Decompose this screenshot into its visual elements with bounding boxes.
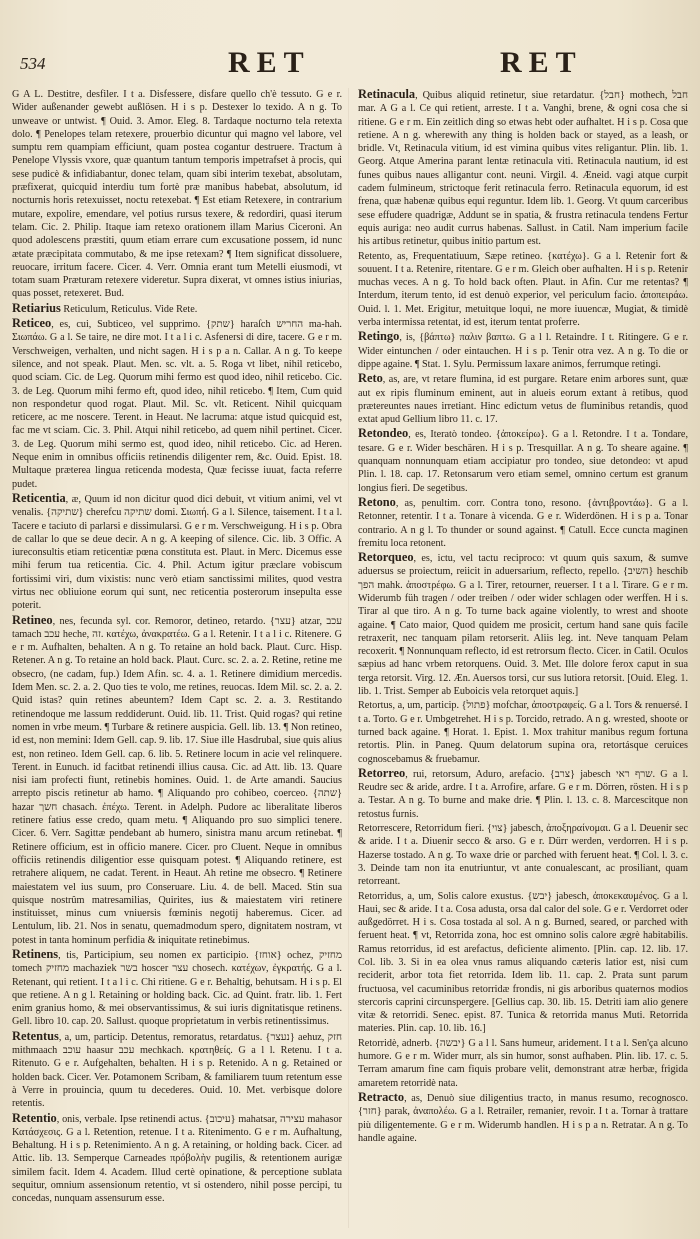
entry-text: , es, Iteratò tondeo. {ἀποκείρω}. G a l. Retondre. I t a. Tondare, tesare. G e r. Wider beschären. H i s p. Tresquillar. A n g. To sheare againe. ¶ quanquam nonnunquam etiam accipiatur pro tondeo, siue detondeo: vt apud Plin. l. 18. cap. 17. Retonsarum vero etiam semel, omnino certum est granum longius fieri. De segetibus. — [358, 429, 688, 494]
dictionary-entry — [12, 492, 342, 613]
dictionary-entry — [358, 1091, 688, 1145]
entry-text: , is, {βάπτω} παλιν βαπτω. G a l l. Retaindre. I t. Ritingere. G e r. Wider eintunchen / oder eintauchen. H i s p. Tenir otra vez. A n g. To die or dippe againe. ¶ Stat. 1. Sylu. Permissum laxare animos, ferrumque retingi. — [358, 332, 688, 370]
entry-headword: Reticentia — [12, 490, 66, 505]
dictionary-entry — [12, 88, 342, 301]
entry-text: , as, Denuò siue diligentius tracto, in manus resumo, recognosco. {חזר} parak, ἀναπολέω. G a l. Retrailer, remanier, revoir. I t a. Tornar à trattare più diligentemente. G e r m. Widerumb handlen. H i s p a n. Retratar. A n g. To handle againe. — [358, 1092, 688, 1144]
entry-headword: Retono — [358, 494, 396, 509]
entry-headword: Retondeo — [358, 426, 409, 441]
entry-text: Retento, as, Frequentatiuum, Sæpe retineo. {κατέχω}. G a l. Retenir fort & souuent. I t a. Retenire, ritentare. G e r m. Gleich ober aufhalten. H i s p. Retenir muchas veces. A n g. To hold back often. Plaut. in Afin. Cur me retentas? ¶ Interdum, iterum tento, id est denuò experior, vel periculum facio. ἀποπειράω. Ouid. l. 1. Met. Erigitur, metuitque loqui, ne more iuuencæ, Mugiat, & timidè verba intermissa retentat, id est, iterum tentat proferre. — [358, 250, 688, 329]
entry-headword: Retorreo — [358, 765, 406, 780]
entry-text: , a, um, particip. Detentus, remoratus, retardatus. {נעצר} aehuz, חזק mithmaach עוכב haasur עכב mechkach. κρατηθείς. G a l l. Retenu. I t a. Ritenuto. G e r. Aufgehalten, behalten. H i s p. Retenido. A n g. Retained or holden back. Cicer. Ver. Potamonem Scribam, & familiarem tuum retentum esse à Verre in prouincia, quum tu decederes. Ouid. 10. Met. verbisque dolore retentis. — [12, 1031, 342, 1110]
entry-headword: Reto — [358, 371, 383, 386]
dictionary-entry — [358, 822, 688, 888]
entry-text: , Quibus aliquid retinetur, siue retardatur. {חבל} mothech, חבל mar. Α G a l. Ce qui retient, arreste. I t a. Vanghi, brene, & ogni cosa che si ritiene. G e r m. Ein zeitlich ding so etwas hebt oder aufhaltet. H i s p. Cosa que retiene. A n g. wherewith any thing is holden back or stayed, as a leash, or bridle. Vt, Retinacula vitium, id est vimina quibus vites religantur. Plin. lib. 1. Georg. Atque Amerina parant lentæ retinacula viti. Retinacula nautium, id est funes quibus naues alligantur cont. neuni. Virgil. 4. Æneid. vagi atque curpit cadem fulmineum, strictoque ferit retinacula ferro. Retinacula equorum, id est frena, quæ habenæ quibus equi reguntur. Idem lib. 1. Georg. Vt quum carceribus sese effudere quadrigæ, Addunt se in spatia, & frustra retinacula tendens Fertur equis auriga: neo audit currus habenas. Sallust. in Catil. Nam imperium facile his artibus retinetur, quibus initio partum est. — [358, 90, 688, 248]
entry-headword: Retinens — [12, 947, 59, 961]
dictionary-entry — [12, 317, 342, 491]
dictionary-entry — [358, 88, 688, 249]
entry-text: , nes, fecunda syl. cor. Remoror, detineo, retardo. {עצר} atzar, עכב tamach עכב heche, זה. κατέχω, ἀνακρατέω. G a l. Retenir. I t a l i c. Ritenere. G e r m. Aufhalten, behalten. A n g. To retaine an hold back. Plaut. Curc. Hisp. Retener. A n g. To retaine an hold back. Plaut. Curc. sc. 2. a. 2. Retine, retine me obsecro, (ne cadam, fup.) Idem Afin. sc. 4. a. 1. Retinere dimidium mercedis. Idem Men. sc. 2. a. 2. Quo ties te volo, me retines, reuocas. Idem Mil. sc. 2. a. 2. Quid istas? quin retines abeuntem? Idem Capt sc. 2. a. 3. Restitando retinendoque me lassum reddiderunt. Ouid. lib. 11. Trist. Quid rogas? qui retine nomen in vrbe meum. ¶ Turbare & retinere auspicia. Gell. lib. 13. ¶ Non retineo, id est, non memini: Idem Gell. cap. 9. lib. 17. Siue ille Hasdrubal, siue quis alius est, non retineo. Idem Gell. cap. 6. lib. 5. Retinere locum in acie vel relinquere. Terent. in Eunuch. id facitbat retinendi illius causa. Cic. ad Att. lib. 13. Quare nisi iam profecti fiunt, retinebis homines. Ouid. 1. de Arte amandi. Saucius arrepto piscis retinetur ab hamo. ¶ Aliquando pro cohibeo, coerceo. {שתה} hazar חשך chasach. ἐπέχω. Terent. in Adelph. Pudore ac liberalitate liberos retinere fatius esse credo, quam metu. ¶ Aliquando pro suo simplici tenere. Cicer. 6. Verr. Sagittæ pendebant ab humero, sinistra manu arcum retinebat. ¶ Retinere officium, est in officio manere. Cicer. pro Cluent. Neque in omnibus officiis retinendis diligentior esse quisquam potest. ¶ Aliquando retinere, est retrahere aliquem, ne cadat. Terent. in Heaut. Ah retine me obsecro. ¶ Retinere maiestatem vel ius suum, pro Conseruare. Liu. 4. de bell. Maced. Stin sua quisque nostrûm matresamilias, Quirites, ius & maiestatem viri retinere instituisset, minus cum vniuersis fœminis negotij haberemus. Cicer. ad Lentulum, lib. 21. Nos in senatu, quemadmodum spero, dignitatem nostram, vt potest in tanta hominum perfidia & iniquitate retinebimus. — [12, 615, 342, 946]
entry-text: , tis, Participium, seu nomen ex participio. {אוחז} ochez, מחזיק tomech מחזיק machaziek בשר hoscer עצר chosech. κατέχων, ἐγκρατής. G a l. Retenant, qui retient. I t a l i c. Chi ritiene. G e r. Behaltig, behutsam. H i s p. El que retiene. A n g l. Retaining or holding back. Cic. ad Quint. fratr. lib. 1. Fert enim granius homo, & mei observantissimus, & sui iuris dignitatisque retinens. Gell. libro 10. cap. 20. Sallust. quoque proprietatum in verbis retinentissimus. — [12, 950, 342, 1028]
entry-text: Retortus, a, um, particip. {פתול} mofchar, ἀποστραφείς. G a l. Tors & renuersé. I t a. Torto. G e r. Umbgetrehet. H i s p. Torcido, retrado. A n g. wrested, shoote or turned back againe. ¶ Horat. 1. Epist. 1. Mox trahitur manibus regum fortuna retortis. Plin. in Paneg. Quum delatorum supina ora, retortásque ceruices cognoscebamus & fruebamur. — [358, 700, 688, 765]
dictionary-entry — [358, 250, 688, 330]
dictionary-entry — [358, 1037, 688, 1090]
entry-headword: Retracto — [358, 1089, 405, 1104]
page-header — [0, 44, 700, 84]
entry-text: , onis, verbale. Ipse retinendi actus. {עיכוב} mahatsar, עצירה mahasor Κατάσχεσις. G a l. Retention, retenue. I t a. Ritenimento. G e r m. Aufhaltung, Behaltung. H i s p. Retenimiento. A n g. A retaining, or holding back. Cicer. ad Attic. lib. 13. Semperque Carneades πρόβολὴν pugilis, & retentionem aurigæ similem facit. Idem 4. Academ. Illud certè opinatione, & perceptione sublata sequitur, omnium assensionum retentio, vt si ostendero, nihil posse percipi, tu concedas, nunquam assensurum esse. — [12, 1113, 342, 1205]
entry-headword: Retineo — [12, 612, 53, 627]
dictionary-entry — [358, 427, 688, 494]
entry-text: Retorrescere, Retorridum fieri. {צוי} jabesch, ἀποξηραίνομαι. G a l. Deuenir sec & aride. I t a. Diuenir secco & arso. G e r. Dürr werden, verdorren. H i s p. Hazerse tostado. A n g. To waxe drie or parched with feruent heat. ¶ Col. l. 3. c. 3. Deinde tam non ita enutriuntur, vt ante conualescant, ac prosiliant, quam retorreant. — [358, 823, 688, 888]
dictionary-entry — [12, 1030, 342, 1111]
dictionary-entry — [358, 890, 688, 1036]
entry-headword: Retiarius — [12, 300, 61, 315]
dictionary-entry — [12, 948, 342, 1029]
entry-text: , æ, Quum id non dicitur quod dici debuit, vt vitium animi, vel vt venalis. {שתיקה} cherefcu שתיקה domi. Σιωπή. G a l. Silence, taisement. I t a l. Tacere e taciuto di parlarsi e dissimularsi. G e r m. Verschweigung. H i s p. Obra de callar lo que se deue decir. A n g. A keeping of silence. Cic. lib. 3 Offic. A iureconsultis etiam reticentiæ pœna constituta est. Plaut. in Merc. Dicemus esse mihi ferum tua reticentia. Cic. 4. Phil. Actum igitur præclare vobiscum fortissimi viri, dum vixistis: nunc verò etiam sanctissimi milites, quod vestra virtus nec obliuione eorum qui sunt, nec reticentia posterorum insepulta esse poterit. — [12, 493, 342, 612]
entry-text: , rui, retorsum, Aduro, arefacio. {צרב} jabesch שרף ראי. G a l. Reudre sec & aride, ardre. I t a. Arrofire, arfare. G e r m. Dörren, rösten. H i s p a. Testar. A n g. To burne and make drie. ¶ Plin. l. 13. c. 8. Marcescitque non retostus furnis. — [358, 768, 688, 820]
entry-headword: Retorqueo — [358, 550, 414, 565]
dictionary-entry — [12, 1112, 342, 1206]
dictionary-entry — [358, 551, 688, 698]
entry-text: , as, are, vt retare flumina, id est purgare. Retare enim arbores sunt, quæ aut ex ripis fluminum eminent, aut in alueis eorum extant à retibus, quod prætereuntes naues irretiant. Hinc edictum vetus de fluminibus retandis, quod extat apud Gellium libro 11. c. 17. — [358, 374, 688, 426]
entry-text: , es, cui, Subticeo, vel supprimo. {שתק} haraſch החריש ma-hah. Σιωπάω. G a l. Se taire, ne dire mot. I t a l i c. Asfenersi di dire, tacere. G e r m. Verschweigen, verhalten, und nicht sagen. H i s p a n. Callar. A n g. To keepe silence, and not speak. Plaut. Men. sc. vlt. a. 5. Roga vt libet, nihil reticebo, quod sciam. Cic. de Leg. Quorum mihi fermo est quod ideo, nihil reticebo. Cic. 3. de Leg. Quorum mihi fermo eft, quod ideo, nihil reticebo. ¶ Item, Cum quid non respondetur quod rogat. Plaut. Mil. Sc. vlt. Reticent. Nihil quicquam reticere, ac me noscere. Terent. in Heaut. Ne lacruma: atque istud quicquid est, fac me vt sciam. Cic. 3. Phil. Atqui nihil reticebo, ad quem nihil pertinet. Cicer. 3. de Leg. Quorum mihi sermo est, quod ideo, nihil reticebo. Cic. ad Heren. Neque enim in omnibus officiis retinendis diligenter rem, &c. Ouid. Epist. 18. Multaque præterea lingua reticenda modesta, Quæ fecisse iuuat, facta referre pudet. — [12, 319, 342, 490]
dictionary-entry — [358, 330, 688, 371]
entry-text: Retorridus, a, um, Solis calore exustus. {יבש} jabesch, ἀποκεκαυμένος. G a l. Haui, sec & aride. I t a. Cosa adusta, orsa dal calor del sole. G e r. Verdorret oder außgedörret. H i s. Cosa tostada al sol. A n g. Burned, seared, or parched with feruent heat. ¶ vt, Retorrida zona, hoc est omnino solis calore ægrè habitabilis. Ramus retorridus, id est arefactus, deficiente alimento. [Plin. cap. 12. lib. 17. Col. lib. 3. Si in ea olea vnus ramus aliquando cæteris latior est, nisi cum reciderit, arbor tota fiet retorrida. Idem lib. 11. cap. 2. Prata sunt parum fructuosa, vel cacuminibus retorridæ frondis, ni gis arboribus quaternos modios stercoris caprini circunspergere. [Gellius cap. 30. lib. 15. Detriti iam alio genere vitæ & retorridi. Senec. epist. 87. Tunica & retorrida manus Muti. Retorrida materies. Plin. cap. 10. lib. 16.] — [358, 890, 688, 1035]
entry-text: Reticulum, Reticulus. Vide Rete. — [60, 303, 198, 315]
entry-headword: Retingo — [358, 329, 400, 344]
entry-text: , as, penultim. corr. Contra tono, resono. {ἀντιβροντάω}. G a l. Retonner, retentir. I t a. Tonare à vicenda. G e r. Widerdönen. H i s p a. Tonar contrario. A n g l. To thunder or sound against. ¶ Catull. Ecce cuncta maginen fremitu loca retonent. — [358, 497, 688, 549]
entry-text: , es, ictu, vel tactu reciproco: vt quum quis saxum, & sumve aduersus se proiectum, reiicit in aduersarium, reflecto, repello. {השיב} heschib הפך mahk. ἀποστρέφω. G a l. Tirer, retourner, reuerser. I t a l. Tirare. G e r m. Widerumb füh tragen / oder treiben / oder wider schlagen oder werffen. H i s. Tirar al que tiro. A n g. To turne back againe violently, to wrest and shoote againe. ¶ Cato maior, Quod quidem me prosicit, certum hand sane quis facile retraxerit, nec tanquam pilam retorserit. Aliis leg. int. Neve tanquam Pelam recoxerit. ¶ Nonnunquam reflecto, id est retrorsum flecto. Cicer. in Catil. Oculos sæpius ad hanc vrbem retorquens. Ouid. 3. Met. Ille dolore ferox caput in sua terga retorsit. Virg. 12. Æn. Auersos torsi, cur sus lutiora retorsit. [Ouid. Eleg. 1. lib. 1. Trist. Semper ab Euboicis vela retorquet aquis.] — [358, 553, 688, 698]
entry-headword: Reticeo — [12, 316, 52, 331]
right-column — [358, 88, 688, 1234]
left-column — [12, 88, 342, 1234]
dictionary-entry — [358, 767, 688, 821]
running-head-left: RET — [228, 46, 311, 79]
running-head-right: RET — [500, 46, 583, 79]
entry-headword: Retentus — [12, 1028, 59, 1043]
column-gutter — [348, 88, 349, 1228]
dictionary-entry — [12, 614, 342, 947]
entry-headword: Retinacula — [358, 88, 416, 101]
dictionary-entry — [358, 496, 688, 550]
dictionary-entry — [12, 302, 342, 316]
entry-text: Retorridè, adnerb. {יבשה} G a l l. Sans humeur, aridement. I t a l. Sen'ça alcuno humore. G e r m. Wider murr, als sin humor, sonst aufhaben. Plin. lib. 17. c. 5. Terram amarum fine cam fiquis probare velit, demonstrant atræ herbæ, frigida amaretem retorridè nata. — [358, 1037, 688, 1089]
dictionary-entry — [358, 372, 688, 426]
entry-headword: Retentio — [12, 1110, 57, 1125]
page-number: 534 — [20, 54, 46, 73]
entry-text: G A L. Destitre, desfiler. I t a. Disfessere, disfare quello ch'è tessuto. G e r. Wider außenander gewebt außlösen. H i s p. Destexer lo texido. A n g. To unweave or untwist. ¶ Ouid. 3. Amor. Eleg. 8. Tardaque nocturno tela retexta dolo. ¶ Penelopes telam retexere, prouerbio dicuntur qui magno vel labore, vel sumptu rem quampiam efficiunt, quam postea cogantur destruere. Tractum à Penelope Vlyssis vxore, quæ quantum tantum temporis impetrafset à procis, qui sese pudicè & infidiabantur, donec telam, quam sibi interim texebat, absolutam, præfixerat, quicquid interdiu tum fortè præ manibus habebat, absolutum, id nocturnis horis retexuisset, noctu retexebat. ¶ Est etiam Retexere, in contrarium mutare, expolire, emendare, vel potius rursus texere, & redordiri, quasi iterum telam. Cic. 2. Philip. Itaque iam retexo orationem illam Marius Ciceroni. An quod adolescens præstiti, quum etiam errare cum excusatione possem, id nunc ætate præcipitata commutabo, & me ipse retexam? ¶ Item significat dissoluere, reuocare, irritum facere. Cicer. 4. Verr. Omnia erant tum Metelli eiusmodi, vt totam suam Præturam retexere videretur. Supra dixerat, vt omnes istius iniurias, quas posset, retexeret. Bud. — [12, 89, 342, 300]
dictionary-entry — [358, 699, 688, 765]
